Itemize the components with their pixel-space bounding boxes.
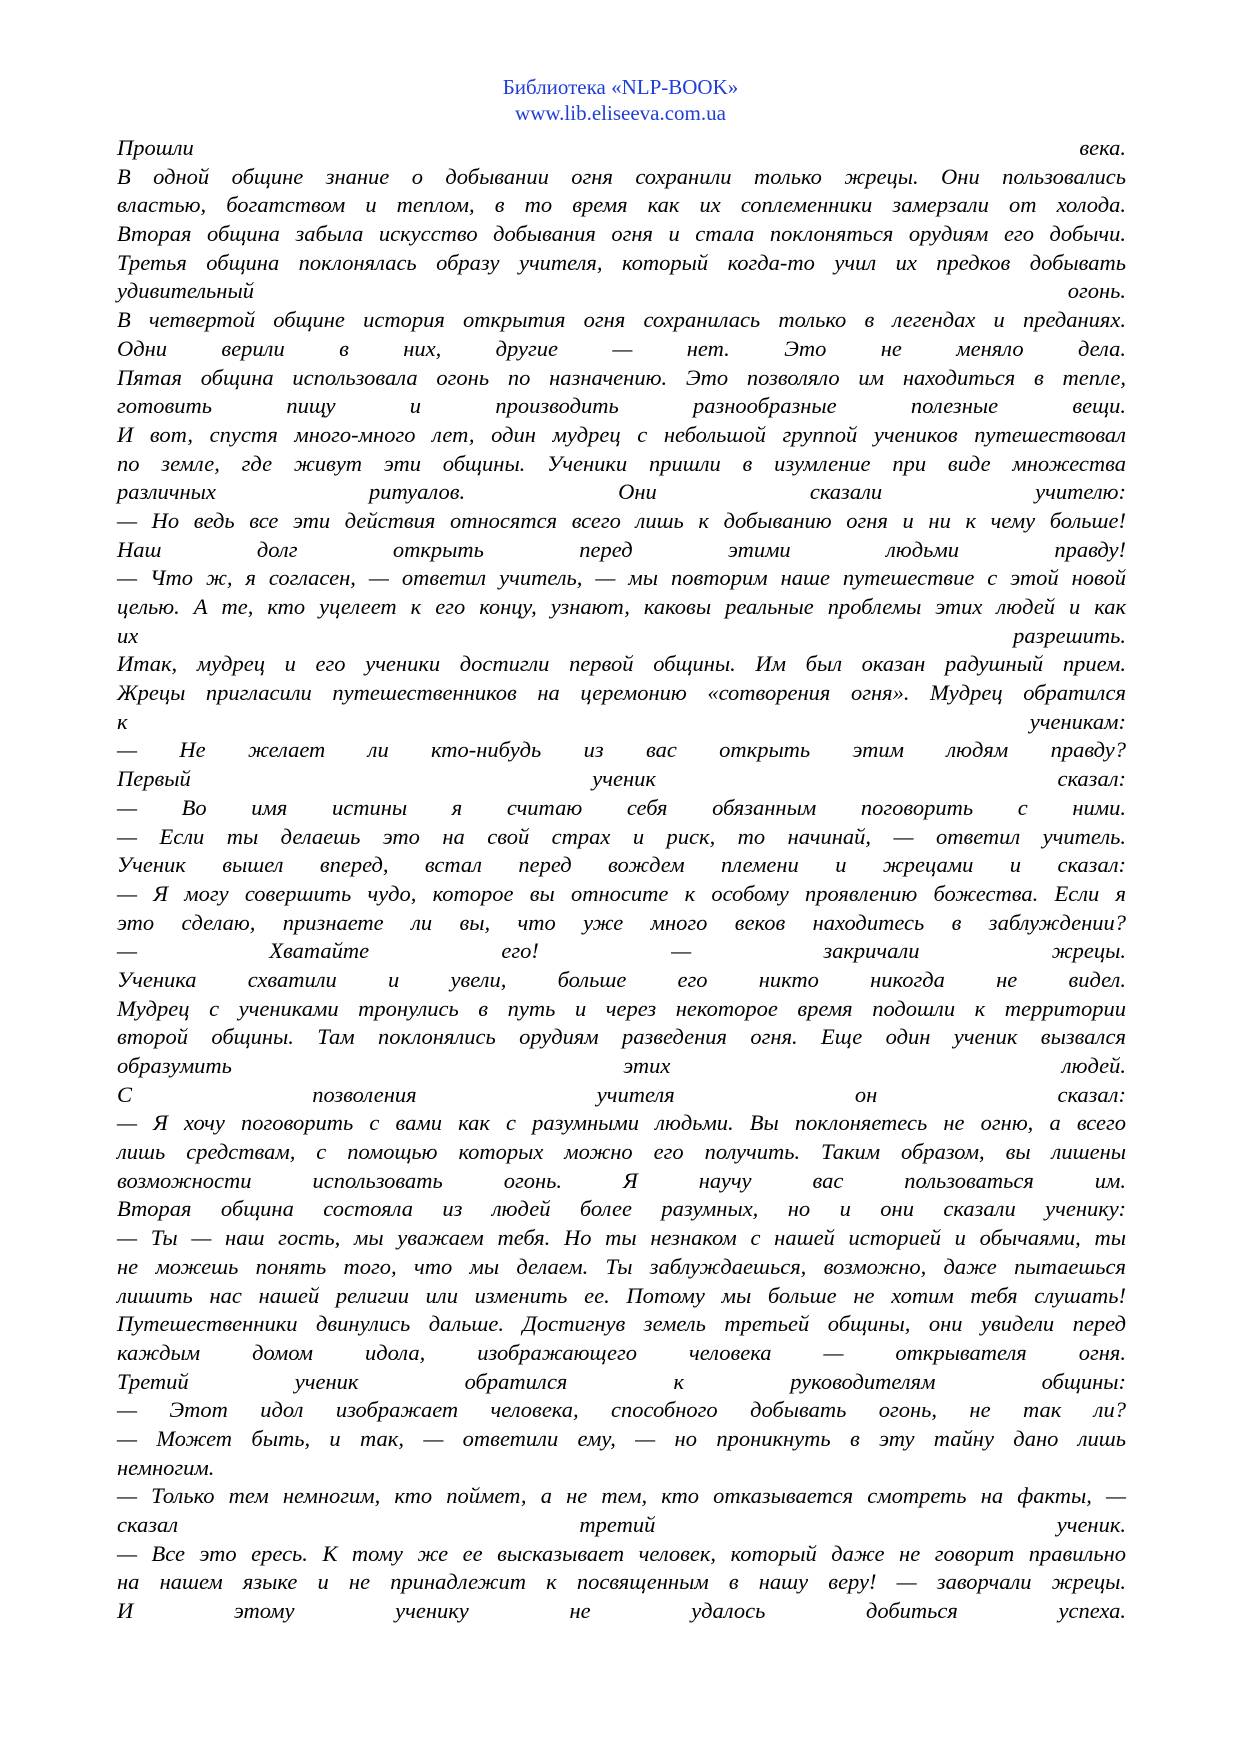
text-line: удивительный огонь. (117, 278, 1126, 304)
text-line: Первый ученик сказал: (117, 766, 1126, 792)
text-line: немногим. (117, 1454, 215, 1480)
text-line: Пятая община использовала огонь по назначению. Это позволяло им находиться в тепле, (117, 364, 1126, 390)
text-line: это сделаю, признаете ли вы, что уже много веков находитесь в заблуждении? (117, 909, 1126, 935)
text-line: образумить этих людей. (117, 1053, 1126, 1078)
text-line: — Хватайте его! — закричали жрецы. (117, 938, 1126, 964)
page-header (0, 74, 1241, 126)
text-line: — Во имя истины я считаю себя обязанным поговорить с ними. (117, 794, 1126, 820)
text-line: властью, богатством и теплом, в то время как их соплеменники замерзали от холода. (117, 192, 1126, 218)
text-line: Путешественники двинулись дальше. Достигнув земель третьей общины, они увидели перед (117, 1311, 1126, 1337)
text-line: — Может быть, и так, — ответили ему, — но проникнуть в эту тайну дано лишь (117, 1425, 1126, 1451)
text-line: сказал третий ученик. (117, 1512, 1126, 1537)
text-line: возможности использовать огонь. Я научу вас пользоваться им. (117, 1167, 1126, 1193)
text-line: — Я хочу поговорить с вами как с разумными людьми. Вы поклоняетесь не огню, а всего (117, 1110, 1126, 1136)
text-line: И этому ученику не удалось добиться успеха. (117, 1598, 1126, 1624)
text-line: — Только тем немногим, кто поймет, а не тем, кто отказывается смотреть на факты, — (117, 1483, 1126, 1509)
text-line: — Ты — наш гость, мы уважаем тебя. Но ты незнаком с нашей историей и обычаями, ты (117, 1225, 1126, 1251)
text-line: готовить пищу и производить разнообразные полезные вещи. (117, 393, 1126, 419)
text-line: Третья община поклонялась образу учителя, который когда-то учил их предков добывать (117, 249, 1126, 275)
text-line: — Если ты делаешь это на свой страх и риск, то начинай, — ответил учитель. (117, 823, 1126, 849)
library-title: Библиотека «NLP-BOOK» (502, 75, 739, 99)
text-line: — Я могу совершить чудо, которое вы относите к особому проявлению божества. Если я (117, 880, 1126, 906)
document-body (117, 134, 1126, 1626)
text-line: Жрецы пригласили путешественников на церемонию «сотворения огня». Мудрец обратился (117, 680, 1126, 706)
text-line: различных ритуалов. Они сказали учителю: (117, 479, 1126, 505)
text-line: Итак, мудрец и его ученики достигли первой общины. Им был оказан радушный прием. (117, 651, 1126, 677)
text-line: — Все это ересь. К тому же ее высказывает человек, который даже не говорит правильно (117, 1540, 1126, 1566)
text-line: — Но ведь все эти действия относятся всего лишь к добыванию огня и ни к чему больше! (117, 507, 1126, 533)
text-line: к ученикам: (117, 708, 1126, 734)
text-line: лишить нас нашей религии или изменить ее. Потому мы больше не хотим тебя слушать! (117, 1282, 1126, 1308)
text-line: — Что ж, я согласен, — ответил учитель, — мы повторим наше путешествие с этой новой (117, 565, 1126, 591)
text-line: Прошли века. (117, 135, 1126, 160)
text-line: В одной общине знание о добывании огня сохранили только жрецы. Они пользовались (117, 163, 1126, 189)
text-line: не можешь понять того, что мы делаем. Ты заблуждаешься, возможно, даже пытаешься (117, 1253, 1126, 1279)
text-line: — Этот идол изображает человека, способного добывать огонь, не так ли? (117, 1397, 1126, 1423)
text-line: целью. А те, кто уцелеет к его концу, узнают, каковы реальные проблемы этих людей и как (117, 594, 1126, 619)
text-line: С позволения учителя он сказал: (117, 1081, 1126, 1107)
text-line: Третий ученик обратился к руководителям общины: (117, 1368, 1126, 1394)
text-line: Ученика схватили и увели, больше его никто никогда не видел. (117, 966, 1126, 992)
text-line: Вторая община забыла искусство добывания огня и стала поклоняться орудиям его добычи. (117, 221, 1126, 247)
text-line: И вот, спустя много-много лет, один мудрец с небольшой группой учеников путешествовал (117, 421, 1126, 447)
text-line: В четвертой общине история открытия огня сохранилась только в легендах и преданиях. (117, 307, 1126, 333)
text-line: лишь средствам, с помощью которых можно его получить. Таким образом, вы лишены (117, 1139, 1126, 1165)
text-line: по земле, где живут эти общины. Ученики пришли в изумление при виде множества (117, 450, 1126, 476)
text-line: Наш долг открыть перед этими людьми правду! (117, 536, 1126, 562)
text-line: Одни верили в них, другие — нет. Это не меняло дела. (117, 335, 1126, 361)
text-line: — Не желает ли кто-нибудь из вас открыть этим людям правду? (117, 737, 1126, 763)
text-line: каждым домом идола, изображающего человека — открывателя огня. (117, 1339, 1126, 1365)
text-line: Вторая община состояла из людей более разумных, но и они сказали ученику: (117, 1196, 1126, 1222)
text-line: на нашем языке и не принадлежит к посвященным в нашу веру! — заворчали жрецы. (117, 1569, 1126, 1595)
library-url: www.lib.eliseeva.com.ua (515, 101, 726, 125)
text-line: второй общины. Там поклонялись орудиям разведения огня. Еще один ученик вызвался (117, 1024, 1126, 1050)
text-line: Мудрец с учениками тронулись в путь и через некоторое время подошли к территории (117, 995, 1126, 1021)
text-line: Ученик вышел вперед, встал перед вождем племени и жрецами и сказал: (117, 852, 1126, 878)
text-line: их разрешить. (117, 622, 1126, 648)
